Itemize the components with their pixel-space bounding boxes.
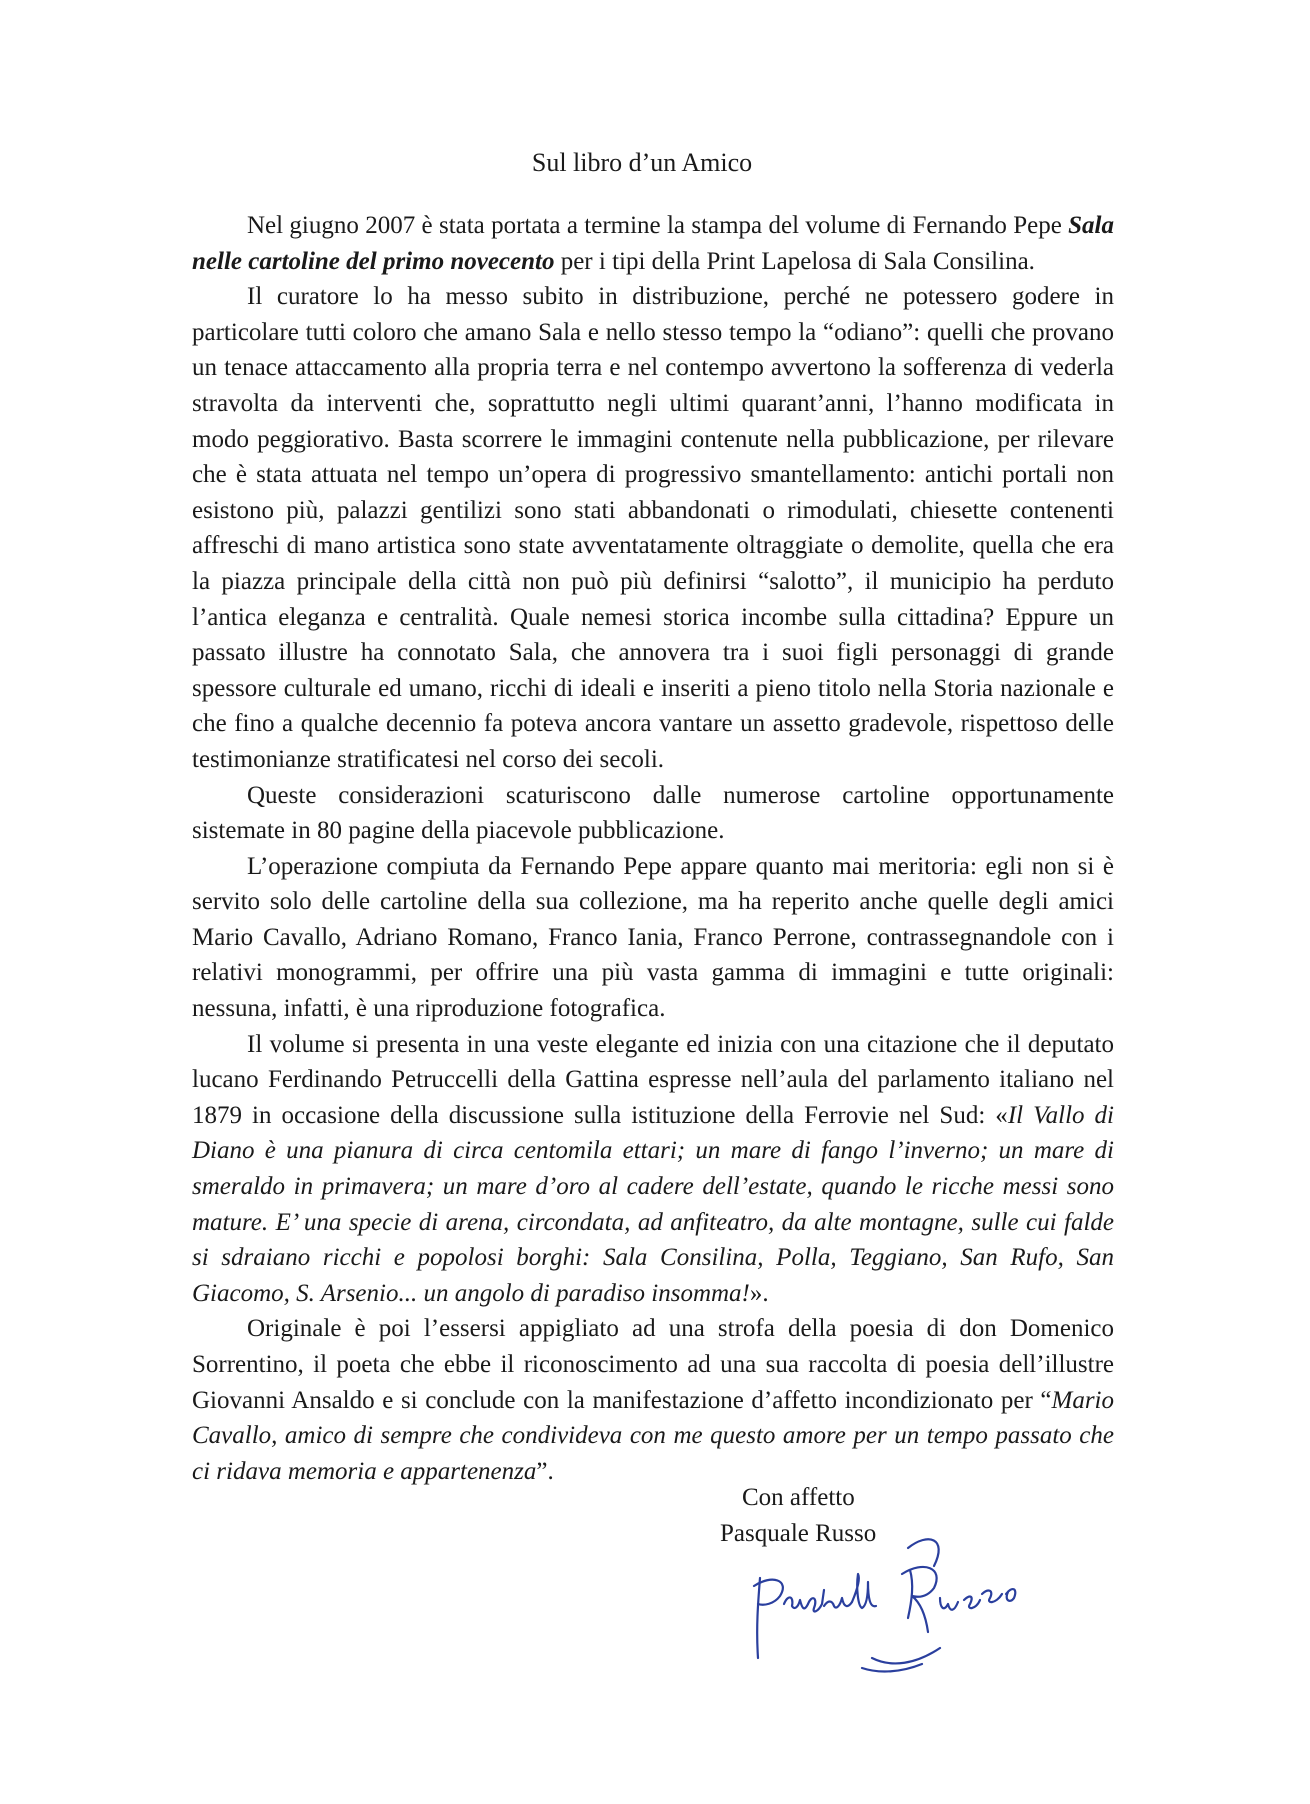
letter-body [192,208,1114,1489]
handwritten-signature [712,1508,1042,1678]
paragraph-1-intro: Nel giugno 2007 è stata portata a termine la stampa del volume di Fernando Pepe [247,212,1069,239]
dedication-quote: Mario Cavallo, amico di sempre che condivideva con me questo amore per un tempo passato che ci ridava memoria e appartenenza [192,1386,1114,1485]
closing-salutation: Con affetto [742,1484,855,1511]
paragraph-2: Il curatore lo ha messo subito in distribuzione, perché ne potessero godere in particolare tutti coloro che amano Sala e nello stesso tempo la “odiano”: quelli che provano un tenace attaccamento alla propria terra e nel contempo avvertono la sofferenza di vederla stravolta da interventi che, soprattutto negli ultimi quarant’anni, l’hanno modificata in modo peggiorativo. Basta scorrere le immagini contenute nella pubblicazione, per rilevare che è stata attuata nel tempo un’opera di progressivo smantellamento: antichi portali non esistono più, palazzi gentilizi sono stati abbandonati o rimodulati, chiesette contenenti affreschi di mano artistica sono state avventatamente oltraggiate o demolite, quella che era la piazza principale della città non può più definirsi “salotto”, il municipio ha perduto l’antica eleganza e centralità. Quale nemesi storica incombe sulla cittadina? Eppure un passato illustre ha connotato Sala, che annovera tra i suoi figli personaggi di grande spessore culturale ed umano, ricchi di ideali e inseriti a pieno titolo nella Storia nazionale e che fino a qualche decennio fa poteva ancora vantare un assetto gradevole, rispettoso delle testimonianze stratificatesi nel corso dei secoli. [192,283,1114,773]
paragraph-1-end: per i tipi della Print Lapelosa di Sala Consilina. [554,247,1035,275]
paragraph-5-intro: Il volume si presenta in una veste elegante ed inizia con una citazione che il deputato lucano Ferdinando Petruccelli della Gattina espresse nell’aula del parlamento italiano nel 1879 in occasione della discussione sulla istituzione della Ferrovie nel Sud: « [192,1030,1114,1129]
author-name: Pasquale Russo [720,1520,877,1547]
paragraph-5 [192,1027,1114,1312]
letter-title: Sul libro d’un Amico [531,148,753,177]
quotation: Il Vallo di Diano è una pianura di circa centomila ettari; un mare di fango l’inverno; un mare di smeraldo in primavera; un mare d’oro al cadere dell’estate, quando le ricche messi sono mature. E’ una specie di arena, circondata, ad anfiteatro, da alte montagne, sulle cui falde si sdraiano ricchi e popolosi borghi: Sala Consilina, Polla, Teggiano, San Rufo, San Giacomo, S. Arsenio... un angolo di paradiso insomma! [192,1101,1114,1307]
paragraph-6 [192,1311,1114,1489]
paragraph-6-intro: Originale è poi l’essersi appigliato ad una strofa della poesia di don Domenico Sorrentino, il poeta che ebbe il riconoscimento ad una sua raccolta di poesia dell’illustre Giovanni Ansaldo e si conclude con la manifestazione d’affetto incondizionato per “ [192,1315,1114,1414]
letter-page [192,0,1310,1804]
paragraph-3: Queste considerazioni scaturiscono dalle numerose cartoline opportunamente sistemate in 80 pagine della piacevole pubblicazione. [192,781,1114,845]
book-title: Sala nelle cartoline del primo novecento [192,212,1114,275]
paragraph-4: L’operazione compiuta da Fernando Pepe appare quanto mai meritoria: egli non si è servito solo delle cartoline della sua collezione, ma ha reperito anche quelle degli amici Mario Cavallo, Adriano Romano, Franco Iania, Franco Perrone, contrassegnandole con i relativi monogrammi, per offrire una più vasta gamma di immagini e tutte originali: nessuna, infatti, è una riproduzione fotografica. [192,852,1114,1023]
paragraph-5-end: ». [749,1279,769,1307]
paragraph-6-end: ”. [536,1457,554,1485]
paragraph-1 [192,208,1114,279]
